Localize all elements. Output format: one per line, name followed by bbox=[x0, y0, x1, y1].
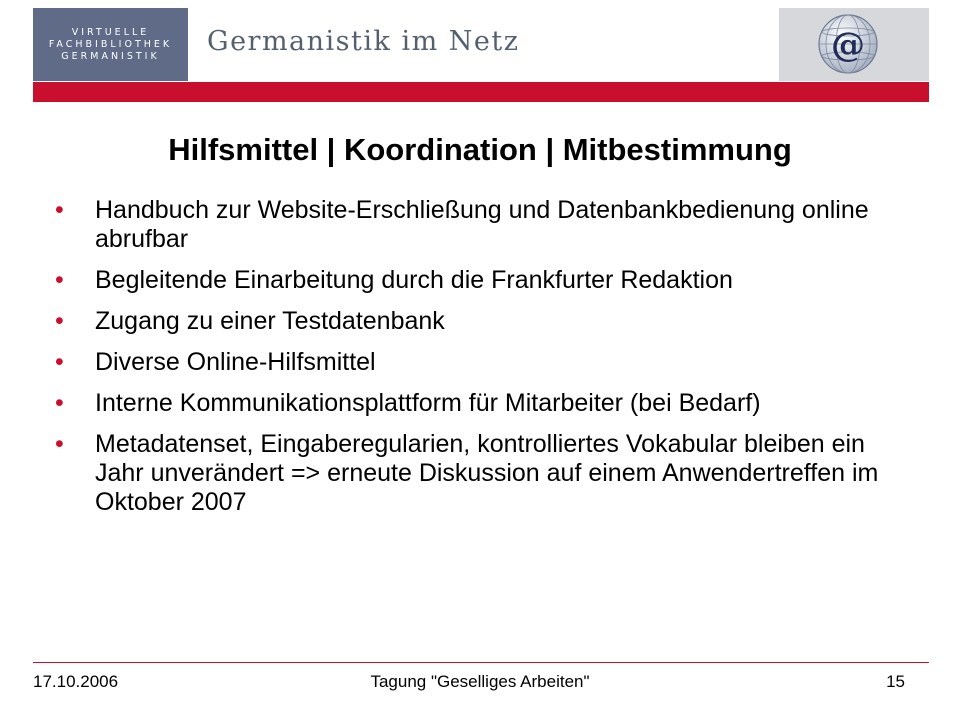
header-title: Germanistik im Netz bbox=[207, 26, 520, 57]
bullet-icon: • bbox=[55, 348, 64, 376]
list-item bbox=[55, 307, 915, 336]
globe-at-icon bbox=[816, 12, 880, 76]
bullet-text: Metadatenset, Eingaberegularien, kontrolliertes Vokabular bleiben ein Jahr unverändert => erneute Diskussion auf einem Anwendertreffen im Oktober 2007 bbox=[95, 430, 879, 516]
bullet-icon: • bbox=[55, 266, 64, 294]
bullet-icon: • bbox=[55, 307, 64, 335]
bullet-icon: • bbox=[55, 430, 64, 458]
bullet-text: Interne Kommunikationsplattform für Mitarbeiter (bei Bedarf) bbox=[95, 389, 761, 417]
bullet-text: Handbuch zur Website-Erschließung und Datenbankbedienung online abrufbar bbox=[95, 196, 869, 253]
header-red-bar bbox=[33, 82, 929, 102]
bullet-icon: • bbox=[55, 196, 64, 224]
logo-line-2: FACHBIBLIOTHEK bbox=[48, 38, 173, 50]
bullet-list bbox=[55, 196, 915, 529]
list-item bbox=[55, 430, 915, 517]
bullet-text: Begleitende Einarbeitung durch die Frankfurter Redaktion bbox=[95, 266, 733, 294]
bullet-icon: • bbox=[55, 389, 64, 417]
footer-date: 17.10.2006 bbox=[33, 672, 119, 691]
logo-box bbox=[33, 8, 188, 81]
bullet-text: Diverse Online-Hilfsmittel bbox=[95, 348, 376, 376]
list-item bbox=[55, 348, 915, 377]
list-item bbox=[55, 196, 915, 254]
svg-text:@: @ bbox=[831, 25, 865, 65]
slide-title: Hilfsmittel | Koordination | Mitbestimmung bbox=[168, 132, 792, 167]
footer-divider bbox=[33, 662, 929, 663]
footer-event: Tagung "Geselliges Arbeiten" bbox=[370, 672, 590, 691]
logo-line-3: GERMANISTIK bbox=[61, 50, 160, 62]
list-item bbox=[55, 266, 915, 295]
logo-line-1: VIRTUELLE bbox=[71, 26, 150, 38]
page-number: 15 bbox=[886, 672, 905, 691]
bullet-text: Zugang zu einer Testdatenbank bbox=[95, 307, 445, 335]
list-item bbox=[55, 389, 915, 418]
